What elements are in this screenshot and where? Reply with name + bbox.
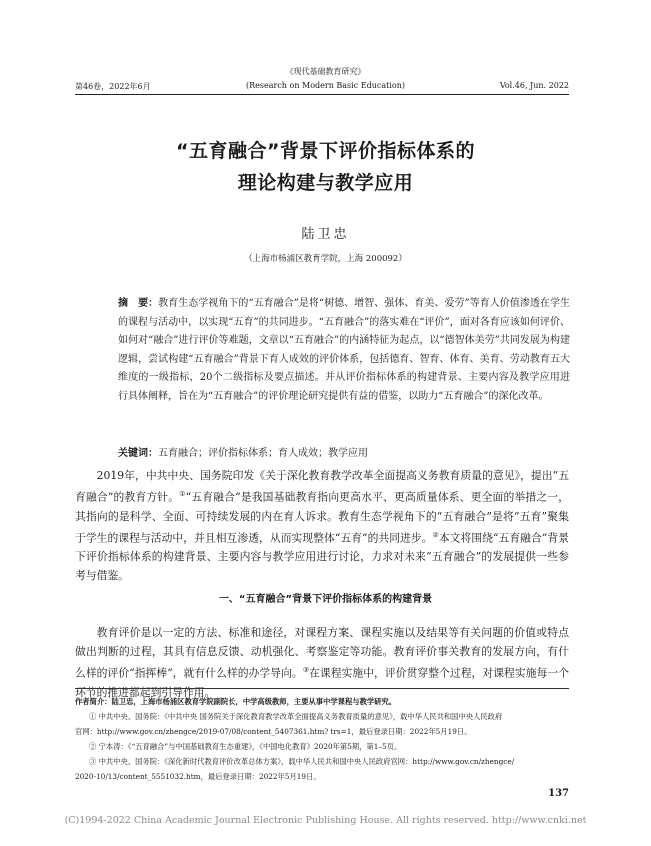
- journal-name-cn: 《现代基础教育研究》: [285, 67, 366, 76]
- footnote-ref-3: ③: [302, 666, 310, 674]
- volume-issue-cn: 第46卷，2022年6月: [75, 82, 151, 91]
- keywords-label: 关键词：: [118, 448, 158, 459]
- page-number: 137: [548, 788, 569, 799]
- keywords: [118, 445, 570, 463]
- footnote-1-line-2: 官网：http://www.gov.cn/zhengce/2019-07/08/content_5407361.htm? trs=1，最后登录日期：2022年5月19日。: [75, 727, 472, 736]
- section-paragraph: [75, 623, 569, 702]
- author-name: 陆卫忠: [301, 227, 350, 242]
- footnote-2: ② 宁本涛：《“五育融合”与中国基础教育生态重建》，《中国电化教育》2020年第5期，第1–5页。: [89, 742, 402, 751]
- keywords-text: 五育融合；评价指标体系；育人成效；教学应用: [158, 448, 368, 459]
- footnote-rule: [75, 688, 569, 689]
- abstract: [118, 295, 570, 406]
- section-text-1: 教育评价是以一定的方法、标准和途径，对课程方案、课程实施以及结果等有关问题的价值或特点做出判断的过程，其具有信息反馈、动机强化、考察鉴定等功能。教育评价事关教育的发展方向，有什么样的评价“指挥棒”，就有什么样的办学导向。: [75, 626, 569, 680]
- footnote-ref-2: ②: [432, 530, 439, 539]
- journal-name-en: (Research on Modern Basic Education): [246, 81, 405, 90]
- intro-text-3: 本文将围绕“五育融合”背景下评价指标体系的构建背景、主要内容与教学应用进行讨论，力求对未来“五育融合”的发展提供一些参考与借鉴。: [75, 531, 569, 583]
- intro-paragraph: [75, 466, 569, 585]
- copyright-watermark: (C)1994-2022 China Academic Journal Electronic Publishing House. All rights reserved. http://www.cnki.net: [64, 815, 587, 826]
- author-affiliation: （上海市杨浦区教育学院，上海 200092）: [244, 254, 407, 264]
- paper-title-line-2: 理论构建与教学应用: [237, 172, 414, 194]
- header-rule: [75, 94, 569, 95]
- intro-text-1: 2019年，中共中央、国务院印发《关于深化教育教学改革全面提高义务教育质量的意见》，提出“五育融合”的教育方针。: [75, 469, 569, 504]
- section-heading: 一、“五育融合”背景下评价指标体系的构建背景: [218, 594, 433, 605]
- author-bio: 作者简介：陆卫忠，上海市杨浦区教育学院副院长，中学高级教师，主要从事中学课程与教学研究。: [75, 697, 397, 706]
- footnote-1-line-1: ① 中共中央、国务院：《中共中央 国务院关于深化教育教学改革全面提高义务教育质量的意见》，载中华人民共和国中央人民政府: [89, 712, 503, 721]
- footnote-ref-1: ①: [179, 490, 186, 498]
- abstract-label: 摘 要：: [118, 298, 159, 309]
- intro-text-2: “五育融合”是我国基础教育指向更高水平、更高质量体系、更全面的举措之一，其指向的是科学、全面、可持续发展的内在育人诉求。教育生态学视角下的“五育融合”是将“五育”聚集于学生的课程与活动中，并且相互渗透，从而实现整体“五育”的共同进步。: [75, 490, 569, 545]
- section-text-2: 在课程实施中，评价贯穿整个过程，对课程实施每一个环节的推进都起到引导作用。: [75, 666, 569, 699]
- abstract-text: 教育生态学视角下的“五育融合”是将“树德、增智、强体、育美、爱劳”等育人价值渗透在学生的课程与活动中，以实现“五育”的共同进步。“五育融合”的落实难在“评价”，面对各育应该如何评价、如何对“融合”进行评价等难题，文章以“五育融合”的内涵特征为起点，以“德智体美劳”共同发展为构建逻辑，尝试构建“五育融合”背景下育人成效的评价体系，包括德育、智育、体育、美育、劳动教育五大维度的一级指标，20个二级指标及要点描述。并从评价指标体系的构建背景、主要内容及教学应用进行具体阐释，旨在为“五育融合”的评价理论研究提供有益的借鉴，以助力“五育融合”的深化改革。: [118, 298, 571, 402]
- footnote-3-line-1: ③ 中共中央、国务院：《深化新时代教育评价改革总体方案》，载中华人民共和国中央人民政府官网：http://www.gov.cn/zhengce/: [89, 757, 515, 766]
- footnotes: [75, 694, 569, 784]
- volume-issue-en: Vol.46, Jun. 2022: [499, 81, 569, 90]
- paper-title-line-1: “五育融合”背景下评价指标体系的: [176, 140, 475, 162]
- footnote-3-line-2: 2020-10/13/content_5551032.htm，最后登录日期：2022年5月19日。: [75, 772, 321, 781]
